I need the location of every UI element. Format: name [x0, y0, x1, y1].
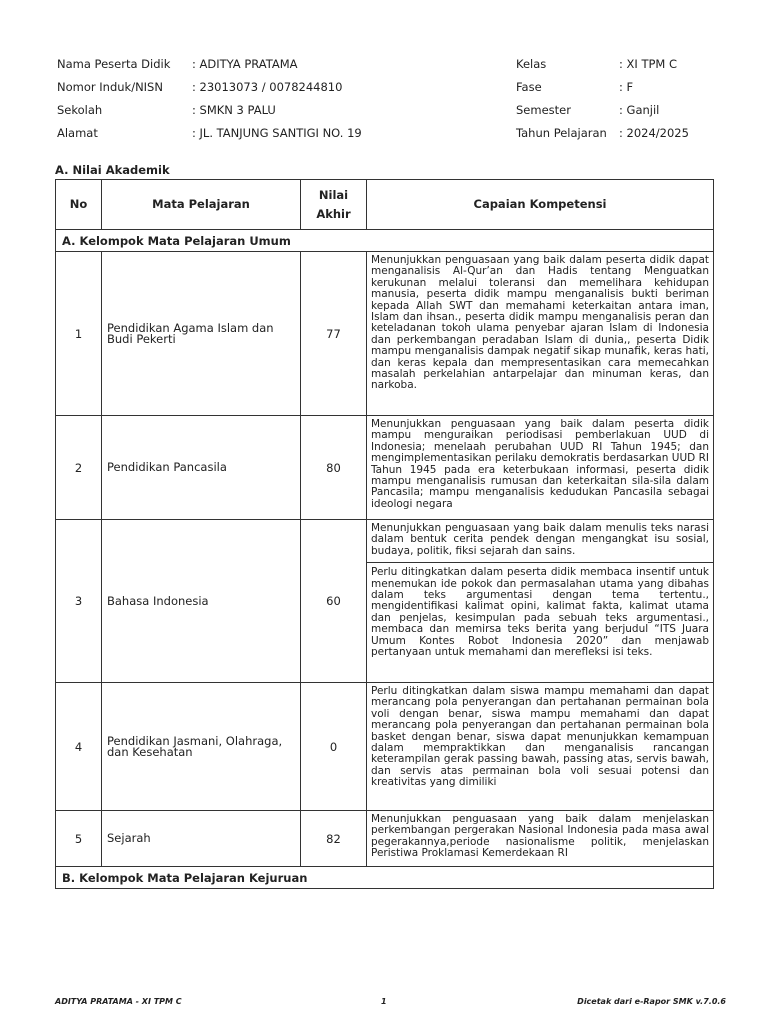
- row-capaian: [367, 811, 714, 867]
- section-title: A. Nilai Akademik: [55, 163, 170, 177]
- row-no: 2: [56, 416, 102, 520]
- capaian-text: Menunjukkan penguasaan yang baik dalam peserta didik mampu menguraikan periodisasi pemberlakuan UUD di Indonesia; menelaah perubahan UUD RI Tahun 1945; dan mengimplementasikan perilaku demokratis berdasarkan UUD RI Tahun 1945 pada era keterbukaan informasi, peserta didik mampu menganalisis rumusan dan keterkaitan sila-sila dalam Pancasila; mampu menganalisis kedudukan Pancasila sebagai ideologi negara: [371, 418, 709, 510]
- row-mapel: [102, 811, 301, 867]
- value-semester: : Ganjil: [619, 103, 660, 117]
- row-mapel: [102, 252, 301, 416]
- label-kelas: Kelas: [516, 57, 547, 71]
- row-nilai: 82: [301, 811, 367, 867]
- label-tahun-pelajaran: Tahun Pelajaran: [516, 126, 607, 140]
- row-nilai: 80: [301, 416, 367, 520]
- row-mapel: [102, 520, 301, 683]
- capaian-text: Menunjukkan penguasaan yang baik dalam menulis teks narasi dalam bentuk cerita pendek dengan mengangkat isu sosial, budaya, politik, fiksi sejarah dan sains.: [371, 522, 709, 557]
- value-tahun-pelajaran: : 2024/2025: [619, 126, 689, 140]
- group-row-a: [56, 230, 714, 252]
- row-nilai: 77: [301, 252, 367, 416]
- row-mapel-line2: Budi Pekerti: [107, 331, 176, 346]
- label-fase: Fase: [516, 80, 542, 94]
- footer-page-number: 1: [381, 997, 387, 1006]
- capaian-text: Menunjukkan penguasaan yang baik dalam menjelaskan perkembangan pergerakan Nasional Indonesia pada masa awal pegerakannya,periode nasionalisme politik, menjelaskan Peristiwa Proklamasi Kemerdekaan RI: [371, 813, 709, 860]
- row-nilai: 0: [301, 683, 367, 811]
- capaian-text-2: Perlu ditingkatkan dalam peserta didik membaca insentif untuk menemukan ide pokok dan permasalahan utama yang dibahas dalam teks argumentasi dengan tema tertentu., mengidentifikasi kalimat opini, kalimat fakta, kalimat utama dan penjelas, kesimpulan pada sebuah teks argumentasi., membaca dan memirsa teks berita yang berjudul “ITS Juara Umum Kontes Robot Indonesia 2020” dan menjawab pertanyaan untuk memahami dan merefleksi isi teks.: [367, 562, 713, 658]
- row-capaian: [367, 252, 714, 416]
- row-mapel-line2: dan Kesehatan: [107, 744, 193, 759]
- header-no: No: [56, 180, 102, 230]
- table-header-row: [56, 180, 714, 230]
- value-sekolah: : SMKN 3 PALU: [192, 103, 276, 117]
- capaian-text: Perlu ditingkatkan dalam siswa mampu memahami dan dapat merancang pola penyerangan dan pertahanan permainan bola voli dengan benar, siswa mampu memahami dan dapat merancang pola penyerangan dan pertahanan permainan bola basket dengan benar, siswa dapat menunjukkan kemampuan dalam mempraktikkan dan menganalisis rancangan keterampilan gerak passing bawah, passing atas, servis bawah, dan servis atas permainan bola voli sesuai potensi dan kreativitas yang dimiliki: [371, 685, 709, 789]
- table-row: [56, 252, 714, 416]
- row-mapel-line1: Pendidikan Pancasila: [107, 460, 227, 474]
- row-no: 5: [56, 811, 102, 867]
- header-capaian: Capaian Kompetensi: [367, 180, 714, 230]
- capaian-text: Menunjukkan penguasaan yang baik dalam peserta didik dapat menganalisis Al-Qur’an dan Hadis tentang Menguatkan kerukunan melalui toleransi dan memelihara kehidupan manusia, peserta didik mampu menganalisis bukti beriman kepada Allah SWT dan memahami keterkaitan antara iman, Islam dan ihsan., peserta didik mampu menganalisis peran dan keteladanan tokoh ulama penyebar ajaran Islam di Indonesia dan perkembangan peradaban Islam di dunia,, peserta Didik mampu menganalisis dampak negatif sikap munafik, keras hati, dan keras kepala dan mempresentasikan cara memecahkan masalah perkelahian antarpelajar dan minuman keras, dan narkoba.: [371, 254, 709, 392]
- label-sekolah: Sekolah: [57, 103, 103, 117]
- value-alamat: : JL. TANJUNG SANTIGI NO. 19: [192, 126, 362, 140]
- table-row: [56, 683, 714, 811]
- row-mapel: [102, 416, 301, 520]
- label-alamat: Alamat: [57, 126, 98, 140]
- header-nilai-line2: Akhir: [316, 206, 351, 221]
- label-nama: Nama Peserta Didik: [57, 57, 171, 71]
- header-mapel: Mata Pelajaran: [102, 180, 301, 230]
- value-fase: : F: [619, 80, 634, 94]
- group-a-label: A. Kelompok Mata Pelajaran Umum: [56, 230, 714, 252]
- table-row: [56, 520, 714, 683]
- row-capaian: [367, 416, 714, 520]
- table-row: [56, 811, 714, 867]
- label-nisn: Nomor Induk/NISN: [57, 80, 163, 94]
- group-row-b: [56, 867, 714, 889]
- header-nilai: [301, 180, 367, 230]
- value-nisn: : 23013073 / 0078244810: [192, 80, 343, 94]
- row-mapel-line1: Pendidikan Agama Islam dan: [107, 320, 274, 335]
- header-nilai-line1: Nilai: [318, 187, 349, 202]
- row-mapel-line1: Bahasa Indonesia: [107, 593, 209, 608]
- footer-student: ADITYA PRATAMA - XI TPM C: [55, 997, 182, 1006]
- row-nilai: 60: [301, 520, 367, 683]
- row-no: 1: [56, 252, 102, 416]
- row-mapel-line1: Sejarah: [107, 831, 151, 845]
- value-kelas: : XI TPM C: [619, 57, 678, 71]
- label-semester: Semester: [516, 103, 571, 117]
- row-mapel: [102, 683, 301, 811]
- row-mapel-line1: Pendidikan Jasmani, Olahraga,: [107, 733, 283, 748]
- row-no: 3: [56, 520, 102, 683]
- value-nama: : ADITYA PRATAMA: [192, 57, 298, 71]
- row-no: 4: [56, 683, 102, 811]
- row-capaian: [367, 683, 714, 811]
- grades-table: [55, 179, 714, 889]
- table-row: [56, 416, 714, 520]
- group-b-label: B. Kelompok Mata Pelajaran Kejuruan: [56, 867, 714, 889]
- row-capaian: [367, 520, 714, 683]
- footer-printed-by: Dicetak dari e-Rapor SMK v.7.0.6: [577, 997, 726, 1006]
